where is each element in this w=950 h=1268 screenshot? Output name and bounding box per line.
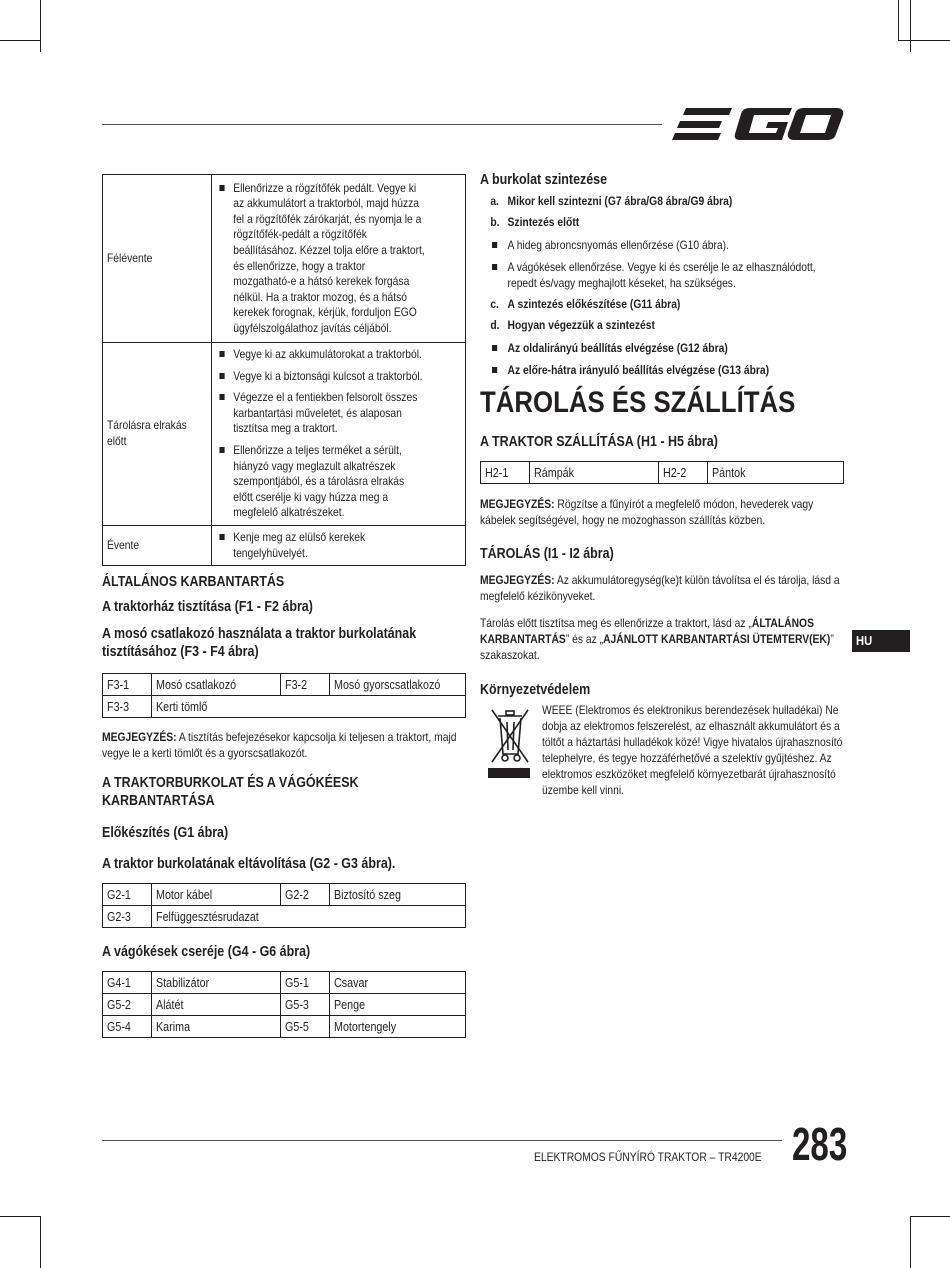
transport-note: MEGJEGYZÉS: Rögzítse a fűnyírót a megfelelő módon, hevederek vagy kábelek segítségével, hogy ne mozoghasson szállítás közben. xyxy=(480,497,814,527)
preparation-heading: Előkészítés (G1 ábra) xyxy=(102,825,229,841)
storage-transport-title: TÁROLÁS ÉS SZÁLLÍTÁS xyxy=(480,386,796,419)
table-row: G5-2 Alátét G5-3 Penge xyxy=(103,994,466,1016)
bullet-icon xyxy=(492,367,497,373)
bullet-icon xyxy=(492,345,497,351)
crop-mark xyxy=(910,1216,911,1268)
table-row xyxy=(103,343,466,526)
crop-mark xyxy=(910,1216,950,1217)
leveling-steps-ab xyxy=(480,193,773,235)
deck-maintenance-heading: A TRAKTORBURKOLAT ÉS A VÁGÓKÉESK KARBANTARTÁSA xyxy=(102,775,359,809)
schedule-items xyxy=(212,525,466,565)
environment-heading: Környezetvédelem xyxy=(480,682,591,698)
table-row: F3-3 Kerti tömlő xyxy=(103,696,466,718)
bullet-icon xyxy=(219,447,224,453)
list-item: Végezze el a fentiekben felsorolt összes karbantartási műveletet, és alaposan tisztítsa meg a traktort. xyxy=(216,390,425,437)
storage-note: MEGJEGYZÉS: Az akkumulátoregység(ke)t külön távolítsa el és tárolja, lásd a megfelelő kézikönyveket. xyxy=(480,573,840,603)
bullet-icon xyxy=(492,242,497,248)
bullet-icon xyxy=(219,185,224,191)
table-row: G5-4 Karima G5-5 Motortengely xyxy=(103,1016,466,1038)
bullet-icon xyxy=(219,534,224,540)
footer-rule xyxy=(102,1140,782,1141)
list-item: A vágókések ellenőrzése. Vegye ki és cserélje le az elhasználódott, repedt és/vagy meghajlott késeket, ha szükséges. xyxy=(480,259,841,291)
general-maintenance-heading: ÁLTALÁNOS KARBANTARTÁS xyxy=(102,574,285,590)
storage-heading: TÁROLÁS (I1 - I2 ábra) xyxy=(480,546,614,562)
list-item: a. Mikor kell szintezni (G7 ábra/G8 ábra/G9 ábra) xyxy=(490,194,733,208)
g4-parts-table xyxy=(102,971,466,1038)
housing-cleaning-heading: A traktorház tisztítása (F1 - F2 ábra) xyxy=(102,599,313,615)
header-rule xyxy=(102,124,662,125)
g-parts-table xyxy=(102,883,466,928)
crop-mark xyxy=(910,0,911,52)
list-item: A hideg abroncsnyomás ellenőrzése (G10 ábra). xyxy=(480,237,841,253)
footer-product-name: ELEKTROMOS FŰNYÍRÓ TRAKTOR – TR4200E xyxy=(534,1150,762,1164)
f-parts-table xyxy=(102,673,466,718)
bullet-icon xyxy=(492,264,497,270)
washer-note: MEGJEGYZÉS: A tisztítás befejezésekor kapcsolja ki teljesen a traktort, majd vegye le a kerti tömlőt és a gyorscsatlakozót. xyxy=(102,730,457,760)
deck-removal-heading: A traktor burkolatának eltávolítása (G2 - G3 ábra). xyxy=(102,856,396,872)
before-leveling-list xyxy=(480,237,900,297)
table-row: F3-1 Mosó csatlakozó F3-2 Mosó gyorscsatlakozó xyxy=(103,674,466,696)
blades-heading: A vágókések cseréje (G4 - G6 ábra) xyxy=(102,944,311,960)
crop-mark xyxy=(898,40,950,41)
crop-mark xyxy=(40,0,41,52)
crop-mark xyxy=(898,0,899,40)
transport-heading: A TRAKTOR SZÁLLÍTÁSA (H1 - H5 ábra) xyxy=(480,434,718,450)
language-tab: HU xyxy=(852,630,910,652)
bullet-icon xyxy=(219,351,224,357)
crop-mark xyxy=(0,40,40,41)
table-row xyxy=(103,175,466,343)
list-item: Az oldalirányú beállítás elvégzése (G12 ábra) xyxy=(480,340,841,356)
schedule-interval: Évente xyxy=(103,525,212,565)
leveling-steps-cd xyxy=(480,296,713,338)
ego-logo xyxy=(672,104,844,144)
list-item: Vegye ki az akkumulátorokat a traktorból. xyxy=(216,347,425,363)
table-row: G2-3 Felfüggesztésrudazat xyxy=(103,906,466,928)
h-parts-table xyxy=(480,461,844,484)
washer-heading: A mosó csatlakozó használata a traktor burkolatának tisztításához (F3 - F4 ábra) xyxy=(102,626,417,660)
storage-paragraph: Tárolás előtt tisztítsa meg és ellenőrizze a traktort, lásd az „ÁLTALÁNOS KARBANTARTÁS” és az „AJÁNLOTT KARBANTARTÁSI ÜTEMTERV(EK)” szakaszokat. xyxy=(480,616,834,662)
table-row xyxy=(103,525,466,565)
list-item: d. Hogyan végezzük a szintezést xyxy=(490,318,655,332)
bullet-icon xyxy=(219,394,224,400)
schedule-interval: Tárolásra elrakás előtt xyxy=(103,343,212,526)
table-row: G4-1 Stabilizátor G5-1 Csavar xyxy=(103,972,466,994)
environment-text: WEEE (Elektromos és elektronikus berendezések hulladékai) Ne dobja az elektromos felszerelést, az elhasznált akkumulátort és a töltőt a háztartási hulladékok közé! Vigye hivatalos újrahasznosító telephelyre, és tegye hozzáférhetővé a szelektív gyűjtéshez. Az elektromos eszközöket megfelelő környezetbarát újrahasznosító üzembe kell vinni. xyxy=(542,703,843,797)
schedule-table xyxy=(102,174,466,566)
schedule-items xyxy=(212,175,466,343)
list-item: Vegye ki a biztonsági kulcsot a traktorból. xyxy=(216,369,425,385)
weee-bin-icon xyxy=(488,704,530,780)
list-item: Ellenőrizze a teljes terméket a sérült, hiányzó vagy meglazult alkatrészek szempontjából, és a tárolásra elrakás előtt cserélje ki vagy húzza meg a megfelelő alkatrészeket. xyxy=(216,443,425,521)
crop-mark xyxy=(0,1216,40,1217)
list-item: c. A szintezés előkészítése (G11 ábra) xyxy=(490,297,681,311)
leveling-adjust-list xyxy=(480,340,900,384)
table-row: G2-1 Motor kábel G2-2 Biztosító szeg xyxy=(103,884,466,906)
schedule-interval: Félévente xyxy=(103,175,212,343)
list-item: Kenje meg az elülső kerekek tengelyhüvelyét. xyxy=(216,530,425,561)
list-item: b. Szintezés előtt xyxy=(490,215,580,229)
schedule-items xyxy=(212,343,466,526)
page-number: 283 xyxy=(792,1118,848,1170)
list-item: Ellenőrizze a rögzítőfék pedált. Vegye ki az akkumulátort a traktorból, majd húzza fel a rögzítőfék zárókarját, és nyomja le a rögzítőfék-pedált a rögzítőfék beállításához. Kézzel tolja előre a traktort, és ellenőrizze, hogy a traktor mozgatható-e a hátsó kerekek forgása nélkül. Ha a traktor mozog, és a hátsó kerekek forognak, kérjük, forduljon EGO ügyfélszolgálathoz javítás céljából. xyxy=(216,181,425,337)
leveling-heading: A burkolat szintezése xyxy=(480,172,608,188)
crop-mark xyxy=(40,1216,41,1268)
list-item: Az előre-hátra irányuló beállítás elvégzése (G13 ábra) xyxy=(480,362,841,378)
table-row: H2-1 Rámpák H2-2 Pántok xyxy=(481,462,844,484)
bullet-icon xyxy=(219,373,224,379)
